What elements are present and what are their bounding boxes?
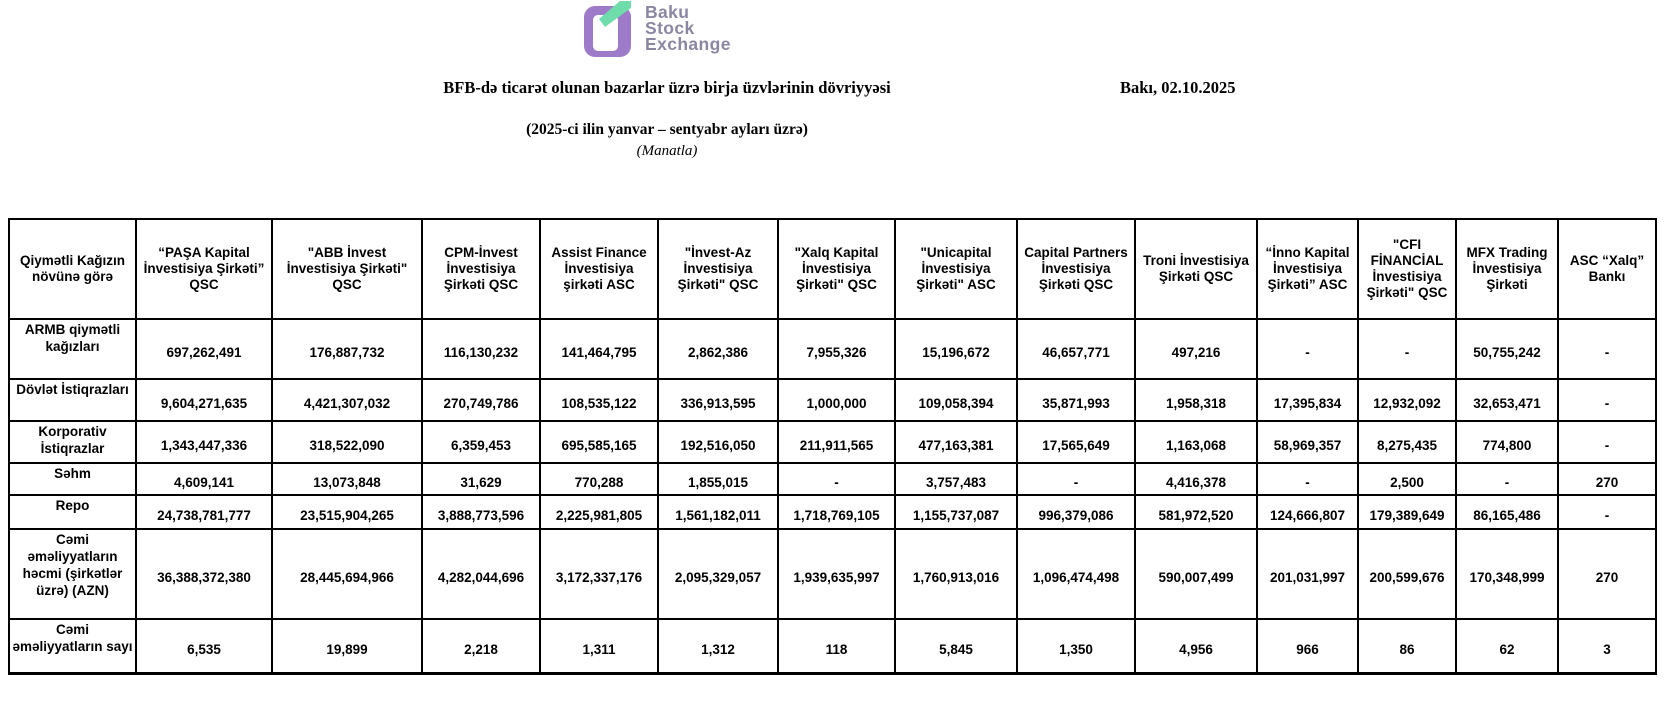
- data-cell: 7,955,326: [778, 319, 895, 379]
- data-cell: 1,939,635,997: [778, 529, 895, 619]
- data-cell: 108,535,122: [540, 379, 658, 421]
- col-header-member-2: CPM-İnvest İnvestisiya Şirkəti QSC: [422, 219, 540, 319]
- data-cell: 58,969,357: [1257, 421, 1358, 463]
- data-cell: 35,871,993: [1017, 379, 1135, 421]
- data-cell: 2,500: [1358, 463, 1456, 495]
- data-cell: 270: [1558, 529, 1656, 619]
- bse-logo-wordmark: [645, 0, 731, 52]
- data-cell: 3: [1558, 619, 1656, 673]
- data-cell: 13,073,848: [272, 463, 422, 495]
- col-header-security-type: Qiymətli Kağızın növünə görə: [9, 219, 136, 319]
- row-label: Cəmi əməliyyatların sayı: [9, 619, 136, 673]
- row-label: Səhm: [9, 463, 136, 495]
- data-cell: 270,749,786: [422, 379, 540, 421]
- data-cell: -: [1358, 319, 1456, 379]
- data-cell: 200,599,676: [1358, 529, 1456, 619]
- row-label: ARMB qiymətli kağızları: [9, 319, 136, 379]
- data-cell: -: [778, 463, 895, 495]
- data-cell: 50,755,242: [1456, 319, 1558, 379]
- data-cell: 1,958,318: [1135, 379, 1257, 421]
- data-cell: 1,096,474,498: [1017, 529, 1135, 619]
- data-cell: 86,165,486: [1456, 495, 1558, 529]
- data-cell: 581,972,520: [1135, 495, 1257, 529]
- data-cell: 2,218: [422, 619, 540, 673]
- data-cell: 1,312: [658, 619, 778, 673]
- data-cell: 124,666,807: [1257, 495, 1358, 529]
- col-header-member-6: "Unicapital İnvestisiya Şirkəti" ASC: [895, 219, 1017, 319]
- table-row: [9, 319, 1656, 379]
- data-cell: 1,855,015: [658, 463, 778, 495]
- logo-word-exchange: Exchange: [645, 34, 731, 54]
- data-cell: 1,350: [1017, 619, 1135, 673]
- data-cell: 62: [1456, 619, 1558, 673]
- data-cell: 46,657,771: [1017, 319, 1135, 379]
- data-cell: 996,379,086: [1017, 495, 1135, 529]
- col-header-member-10: "CFI FİNANCİAL İnvestisiya Şirkəti" QSC: [1358, 219, 1456, 319]
- data-cell: 12,932,092: [1358, 379, 1456, 421]
- data-cell: -: [1257, 319, 1358, 379]
- logo-word-stock: Stock: [645, 18, 695, 38]
- data-cell: 1,000,000: [778, 379, 895, 421]
- data-cell: 477,163,381: [895, 421, 1017, 463]
- currency-note: (Manatla): [636, 143, 698, 159]
- col-header-member-8: Troni İnvestisiya Şirkəti QSC: [1135, 219, 1257, 319]
- data-cell: 9,604,271,635: [136, 379, 272, 421]
- data-cell: 2,862,386: [658, 319, 778, 379]
- data-cell: 179,389,649: [1358, 495, 1456, 529]
- data-cell: 695,585,165: [540, 421, 658, 463]
- row-label: Cəmi əməliyyatların həcmi (şirkətlər üzrə) (AZN): [9, 529, 136, 619]
- data-cell: 774,800: [1456, 421, 1558, 463]
- report-date: Bakı, 02.10.2025: [1120, 78, 1236, 97]
- data-cell: -: [1558, 319, 1656, 379]
- data-cell: -: [1017, 463, 1135, 495]
- data-cell: -: [1456, 463, 1558, 495]
- data-cell: 318,522,090: [272, 421, 422, 463]
- col-header-member-1: "ABB İnvest İnvestisiya Şirkəti" QSC: [272, 219, 422, 319]
- row-label: Repo: [9, 495, 136, 529]
- data-cell: -: [1257, 463, 1358, 495]
- data-cell: 8,275,435: [1358, 421, 1456, 463]
- data-cell: 4,416,378: [1135, 463, 1257, 495]
- col-header-member-5: "Xalq Kapital İnvestisiya Şirkəti" QSC: [778, 219, 895, 319]
- data-cell: -: [1558, 495, 1656, 529]
- data-cell: 2,095,329,057: [658, 529, 778, 619]
- bse-logo: [584, 0, 731, 58]
- data-cell: 1,311: [540, 619, 658, 673]
- col-header-member-4: "İnvest-Az İnvestisiya Şirkəti" QSC: [658, 219, 778, 319]
- col-header-member-12: ASC “Xalq” Bankı: [1558, 219, 1656, 319]
- data-cell: 3,888,773,596: [422, 495, 540, 529]
- row-label: Korporativ İstiqrazlar: [9, 421, 136, 463]
- data-cell: 17,395,834: [1257, 379, 1358, 421]
- table-row: [9, 619, 1656, 673]
- data-cell: 3,172,337,176: [540, 529, 658, 619]
- data-cell: 118: [778, 619, 895, 673]
- bse-logo-icon: [584, 0, 636, 58]
- data-cell: 19,899: [272, 619, 422, 673]
- report-period: (2025-ci ilin yanvar – sentyabr ayları üzrə): [526, 121, 808, 138]
- logo-word-baku: Baku: [645, 2, 690, 22]
- data-cell: 36,388,372,380: [136, 529, 272, 619]
- data-cell: 4,609,141: [136, 463, 272, 495]
- col-header-member-3: Assist Finance İnvestisiya şirkəti ASC: [540, 219, 658, 319]
- data-cell: 336,913,595: [658, 379, 778, 421]
- data-cell: 1,760,913,016: [895, 529, 1017, 619]
- data-cell: 770,288: [540, 463, 658, 495]
- table-row: [9, 495, 1656, 529]
- data-cell: 966: [1257, 619, 1358, 673]
- table-row: [9, 529, 1656, 619]
- col-header-member-9: “İnno Kapital İnvestisiya Şirkəti” ASC: [1257, 219, 1358, 319]
- data-cell: 697,262,491: [136, 319, 272, 379]
- data-cell: -: [1558, 421, 1656, 463]
- data-cell: 4,956: [1135, 619, 1257, 673]
- data-cell: 192,516,050: [658, 421, 778, 463]
- table-row: [9, 421, 1656, 463]
- data-cell: 5,845: [895, 619, 1017, 673]
- data-cell: 31,629: [422, 463, 540, 495]
- data-cell: 170,348,999: [1456, 529, 1558, 619]
- col-header-member-7: Capital Partners İnvestisiya Şirkəti QSC: [1017, 219, 1135, 319]
- data-cell: 1,343,447,336: [136, 421, 272, 463]
- data-cell: 2,225,981,805: [540, 495, 658, 529]
- data-cell: 116,130,232: [422, 319, 540, 379]
- data-cell: 32,653,471: [1456, 379, 1558, 421]
- data-cell: 270: [1558, 463, 1656, 495]
- page-title: BFB-də ticarət olunan bazarlar üzrə birja üzvlərinin dövriyyəsi: [443, 78, 891, 97]
- table-row: [9, 379, 1656, 421]
- data-cell: 4,421,307,032: [272, 379, 422, 421]
- data-cell: 6,535: [136, 619, 272, 673]
- data-cell: 24,738,781,777: [136, 495, 272, 529]
- data-cell: 23,515,904,265: [272, 495, 422, 529]
- table-row: [9, 463, 1656, 495]
- data-cell: 17,565,649: [1017, 421, 1135, 463]
- data-cell: 176,887,732: [272, 319, 422, 379]
- data-cell: 3,757,483: [895, 463, 1017, 495]
- data-cell: 1,561,182,011: [658, 495, 778, 529]
- data-cell: 211,911,565: [778, 421, 895, 463]
- data-cell: -: [1558, 379, 1656, 421]
- data-cell: 109,058,394: [895, 379, 1017, 421]
- col-header-member-11: MFX Trading İnvestisiya Şirkəti: [1456, 219, 1558, 319]
- data-cell: 6,359,453: [422, 421, 540, 463]
- data-cell: 1,718,769,105: [778, 495, 895, 529]
- data-cell: 141,464,795: [540, 319, 658, 379]
- data-cell: 15,196,672: [895, 319, 1017, 379]
- data-cell: 4,282,044,696: [422, 529, 540, 619]
- data-cell: 1,155,737,087: [895, 495, 1017, 529]
- data-cell: 590,007,499: [1135, 529, 1257, 619]
- data-cell: 86: [1358, 619, 1456, 673]
- data-cell: 1,163,068: [1135, 421, 1257, 463]
- data-cell: 497,216: [1135, 319, 1257, 379]
- turnover-table: [8, 218, 1657, 675]
- data-cell: 28,445,694,966: [272, 529, 422, 619]
- col-header-member-0: “PAŞA Kapital İnvestisiya Şirkəti” QSC: [136, 219, 272, 319]
- row-label: Dövlət İstiqrazları: [9, 379, 136, 421]
- data-cell: 201,031,997: [1257, 529, 1358, 619]
